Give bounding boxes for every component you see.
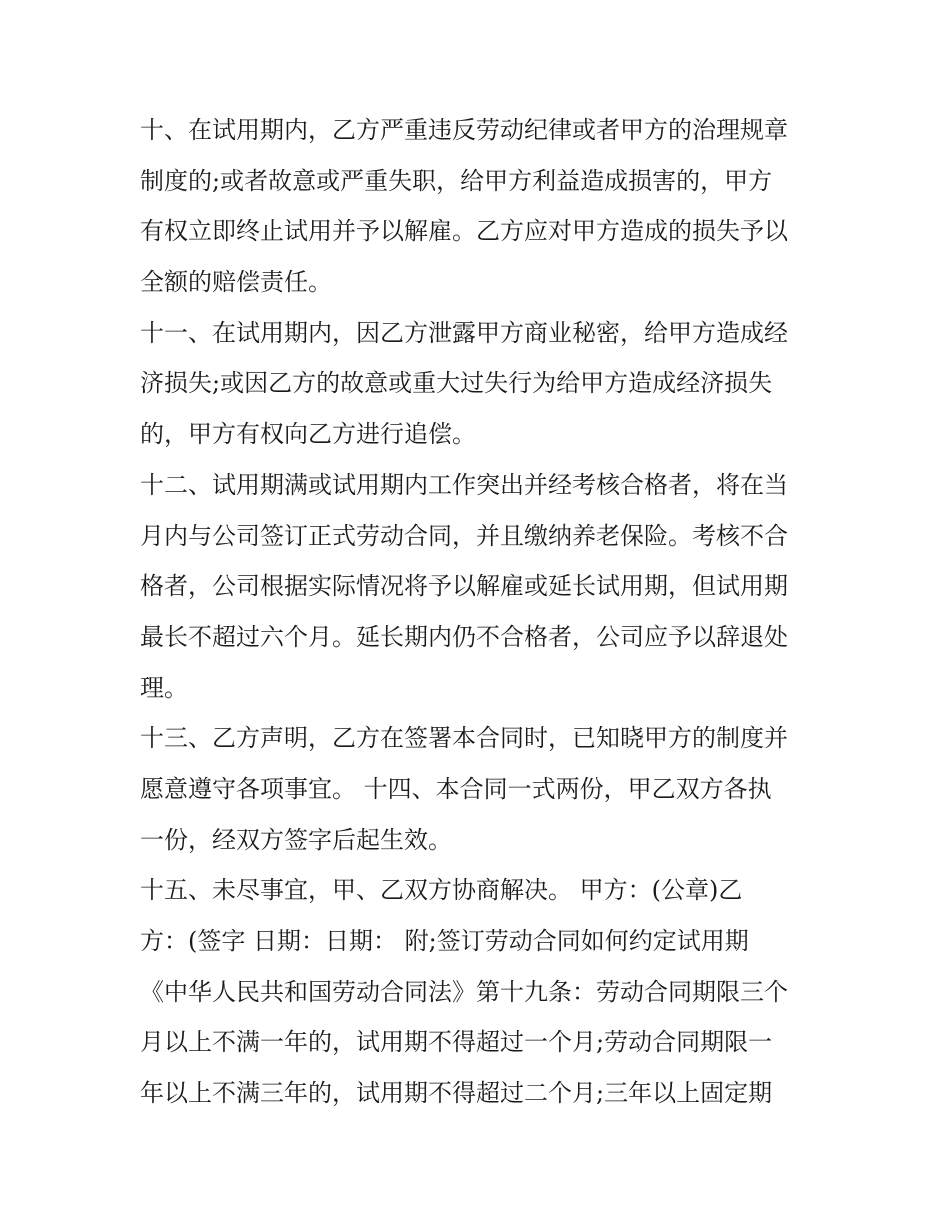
text-line: 十、在试用期内，乙方严重违反劳动纪律或者甲方的治理规章 (140, 116, 788, 144)
contract-body-text (140, 105, 820, 1119)
text-line: 方：(签字 日期：日期： 附;签订劳动合同如何约定试用期 (140, 927, 749, 955)
text-line: 《中华人民共和国劳动合同法》第十九条：劳动合同期限三个 (140, 977, 788, 1006)
text-line: 月内与公司签订正式劳动合同，并且缴纳养老保险。考核不合 (140, 521, 788, 550)
text-line: 一份，经双方签字后起生效。 (140, 825, 452, 854)
text-line: 理。 (140, 673, 188, 702)
text-line: 制度的;或者故意或严重失职，给甲方利益造成损害的，甲方 (140, 166, 773, 195)
text-line: 格者，公司根据实际情况将予以解雇或延长试用期，但试用期 (140, 572, 788, 601)
text-line: 全额的赔偿责任。 (140, 268, 332, 297)
text-line: 济损失;或因乙方的故意或重大过失行为给甲方造成经济损失 (140, 369, 773, 398)
text-line: 十五、未尽事宜，甲、乙双方协商解决。 甲方：(公章)乙 (140, 876, 743, 905)
text-line: 月以上不满一年的，试用期不得超过一个月;劳动合同期限一 (140, 1028, 773, 1057)
text-line: 愿意遵守各项事宜。 十四、本合同一式两份，甲乙双方各执 (140, 774, 772, 803)
text-line: 的，甲方有权向乙方进行追偿。 (140, 420, 476, 449)
text-line: 最长不超过六个月。延长期内仍不合格者，公司应予以辞退处 (140, 622, 788, 651)
text-line: 十二、试用期满或试用期内工作突出并经考核合格者，将在当 (140, 470, 788, 499)
text-line: 十三、乙方声明，乙方在签署本合同时，已知晓甲方的制度并 (140, 724, 788, 753)
text-line: 年以上不满三年的，试用期不得超过二个月;三年以上固定期 (140, 1079, 773, 1108)
text-line: 有权立即终止试用并予以解雇。乙方应对甲方造成的损失予以 (140, 217, 788, 246)
text-line: 十一、在试用期内，因乙方泄露甲方商业秘密，给甲方造成经 (140, 318, 788, 347)
